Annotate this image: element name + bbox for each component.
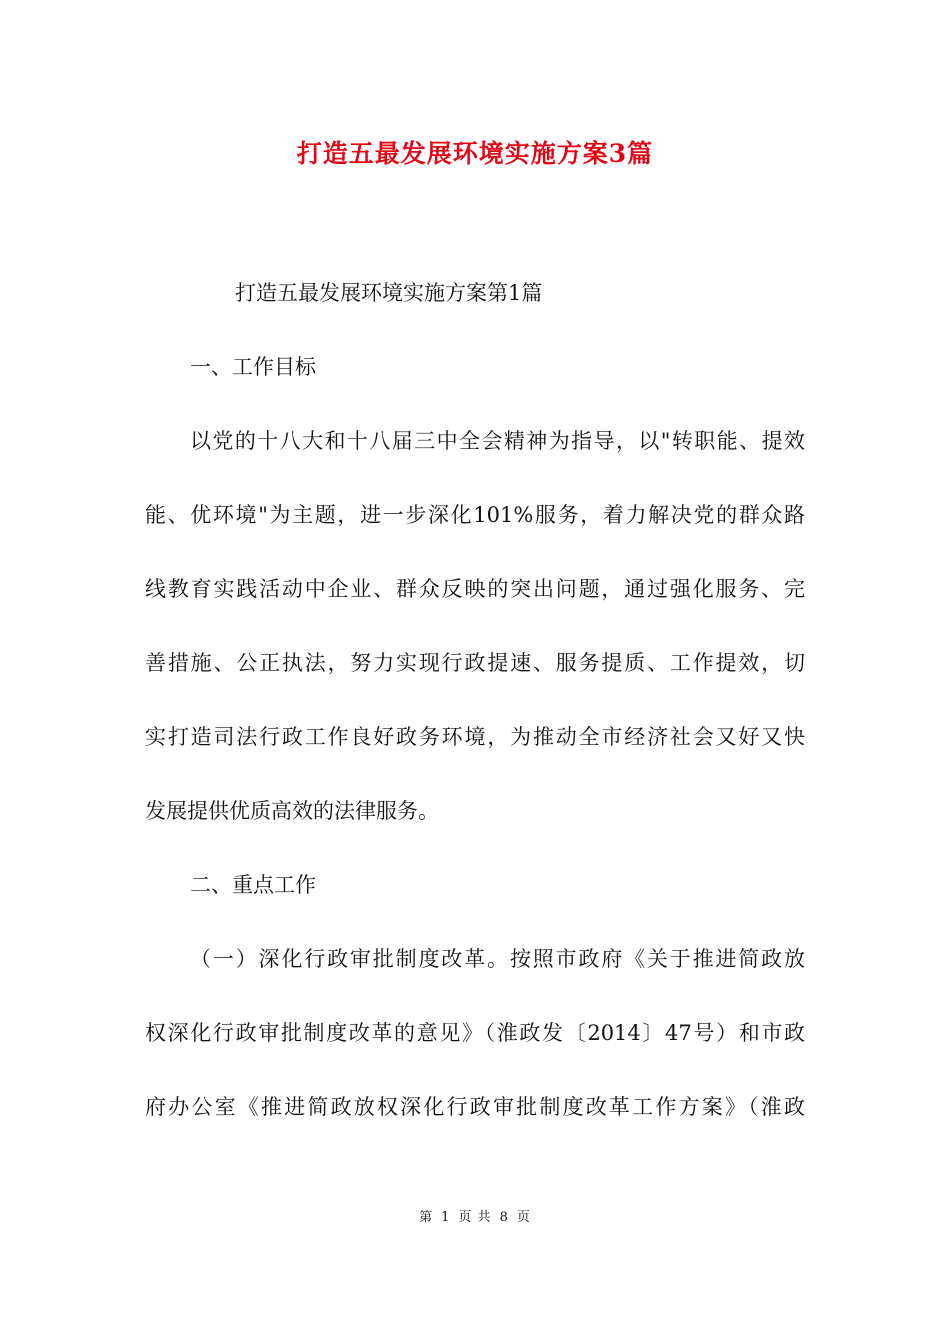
- section-heading-part-1: 打造五最发展环境实施方案第1篇: [235, 281, 543, 305]
- paragraph-line: （一）深化行政审批制度改革。按照市政府《关于推进简政放: [190, 947, 805, 971]
- footer-total-pages: 8: [499, 1210, 509, 1225]
- paragraph-line: 以党的十八大和十八届三中全会精神为指导，以"转职能、提效: [190, 429, 805, 453]
- paragraph-line: 善措施、公正执法，努力实现行政提速、服务提质、工作提效，切: [145, 651, 805, 675]
- paragraph-line: 发展提供优质高效的法律服务。: [145, 799, 439, 823]
- paragraph-line: 实打造司法行政工作良好政务环境，为推动全市经济社会又好又快: [145, 725, 805, 749]
- document-title: 打造五最发展环境实施方案3篇: [296, 139, 654, 168]
- paragraph-line: 线教育实践活动中企业、群众反映的突出问题，通过强化服务、完: [145, 577, 805, 601]
- footer-prefix: 第: [419, 1210, 434, 1225]
- paragraph-line: 权深化行政审批制度改革的意见》（淮政发〔2014〕47号）和市政: [145, 1021, 805, 1045]
- page-footer: [0, 1208, 950, 1228]
- paragraph-line: 府办公室《推进简政放权深化行政审批制度改革工作方案》（淮政: [145, 1095, 805, 1119]
- heading-key-work: 二、重点工作: [190, 873, 316, 897]
- paragraph-line: 能、优环境"为主题，进一步深化101%服务，着力解决党的群众路: [145, 503, 805, 527]
- footer-suffix: 页: [516, 1210, 531, 1225]
- footer-page-number: 1: [441, 1210, 451, 1225]
- footer-middle: 页 共: [458, 1210, 492, 1225]
- heading-work-goals: 一、工作目标: [190, 355, 316, 379]
